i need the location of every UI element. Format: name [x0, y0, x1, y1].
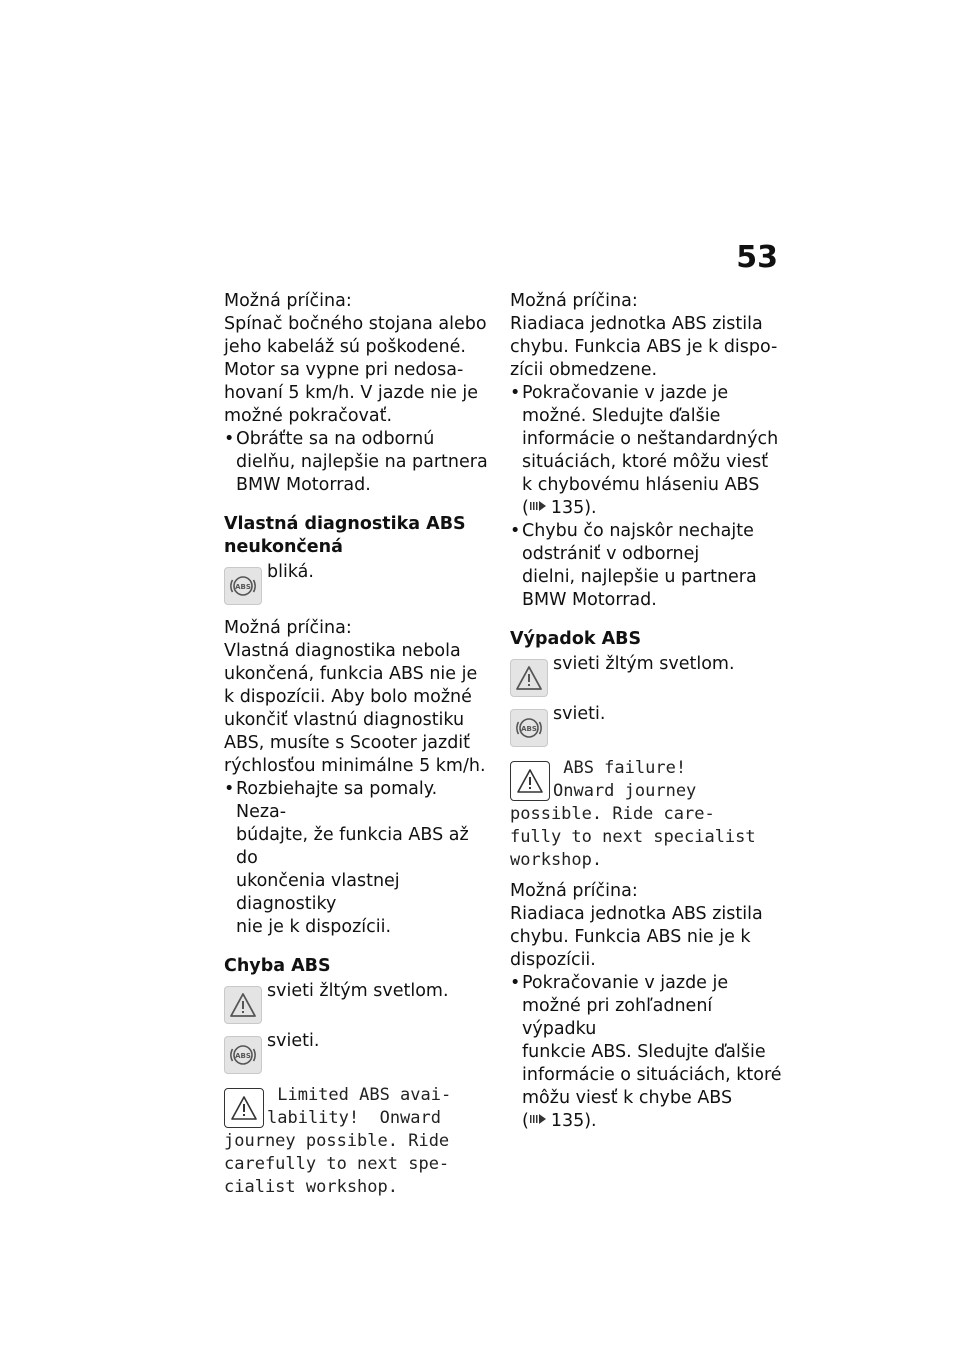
- ref-page: 135).: [550, 498, 597, 518]
- text-line: dielňu, najlepšie na partnera: [236, 452, 488, 472]
- bullet-item: [510, 382, 785, 520]
- indicator-text: svieti žltým svetlom.: [267, 981, 449, 1001]
- heading-line: neukončená: [224, 537, 343, 557]
- text-line: • Chybu čo najskôr nechajte: [522, 521, 754, 541]
- warning-triangle-icon: [224, 1088, 264, 1128]
- display-line: Limited ABS avai-: [267, 1085, 452, 1105]
- text-line: Riadiaca jednotka ABS zistila: [510, 314, 763, 334]
- indicator-text: bliká.: [267, 562, 314, 582]
- page-number: 53: [736, 240, 778, 275]
- indicator-text: svieti.: [553, 704, 606, 724]
- indicator-row: [224, 561, 492, 609]
- text-line: zícii obmedzene.: [510, 360, 658, 380]
- text-line: možné pri zohľadnení výpadku: [522, 996, 713, 1039]
- right-column: [510, 290, 785, 1133]
- text-line: chybu. Funkcia ABS je k dispo-: [510, 337, 778, 357]
- cause-text: [224, 313, 492, 428]
- section-heading: Výpadok ABS: [510, 629, 642, 649]
- display-message: [224, 1084, 492, 1199]
- indicator-text: svieti.: [267, 1031, 320, 1051]
- text-line: ABS, musíte s Scooter jazdiť: [224, 733, 471, 753]
- display-line: ABS failure!: [553, 758, 687, 778]
- text-line: nie je k dispozícii.: [236, 917, 392, 937]
- text-line: Spínač bočného stojana alebo: [224, 314, 487, 334]
- text-line: rýchlosťou minimálne 5 km/h.: [224, 756, 486, 776]
- indicator-row: [224, 980, 492, 1028]
- text-line: ukončiť vlastnú diagnostiku: [224, 710, 465, 730]
- bullet-item: [224, 778, 492, 939]
- bullet-item: [224, 428, 492, 497]
- text-line: ukončenia vlastnej diagnostiky: [236, 871, 400, 914]
- cross-reference-arrow-icon: [529, 1110, 547, 1133]
- text-line: môžu viesť k chybe ABS: [522, 1088, 733, 1108]
- indicator-row: [510, 653, 785, 701]
- abs-lamp-icon: [224, 1036, 262, 1074]
- display-line: lability! Onward: [267, 1108, 441, 1128]
- text-line: dielni, najlepšie u partnera: [522, 567, 757, 587]
- indicator-row: [224, 1030, 492, 1078]
- display-message: [510, 757, 785, 872]
- text-line: • Rozbiehajte sa pomaly. Neza-: [236, 779, 438, 822]
- text-line: informácie o neštandardných: [522, 429, 779, 449]
- bullet-item: [510, 520, 785, 612]
- text-line: situáciách, ktoré môžu viesť: [522, 452, 769, 472]
- text-line: Riadiaca jednotka ABS zistila: [510, 904, 763, 924]
- text-line: k chybovému hláseniu ABS: [522, 475, 760, 495]
- indicator-row: [510, 703, 785, 751]
- abs-lamp-icon: [510, 709, 548, 747]
- text-line: Vlastná diagnostika nebola: [224, 641, 461, 661]
- text-line: dispozícii.: [510, 950, 596, 970]
- text-line: búdajte, že funkcia ABS až do: [236, 825, 469, 868]
- text-line: k dispozícii. Aby bolo možné: [224, 687, 472, 707]
- left-column: [224, 290, 492, 1199]
- warning-triangle-icon: [224, 986, 262, 1024]
- text-line: možné. Sledujte ďalšie: [522, 406, 721, 426]
- text-line: odstrániť v odbornej: [522, 544, 700, 564]
- text-line: Motor sa vypne pri nedosa-: [224, 360, 464, 380]
- cause-label: Možná príčina:: [224, 618, 352, 638]
- indicator-text: svieti žltým svetlom.: [553, 654, 735, 674]
- cross-reference-arrow-icon: [529, 497, 547, 520]
- warning-triangle-icon: [510, 659, 548, 697]
- text-line: chybu. Funkcia ABS nie je k: [510, 927, 751, 947]
- display-line: Onward journey: [553, 781, 697, 801]
- cause-text: [510, 903, 785, 972]
- cause-label: Možná príčina:: [510, 291, 638, 311]
- text-line: • Obráťte sa na odbornú: [236, 429, 435, 449]
- text-line: • Pokračovanie v jazde je: [522, 383, 729, 403]
- abs-lamp-icon: [224, 567, 262, 605]
- text-line: hovaní 5 km/h. V jazde nie je: [224, 383, 479, 403]
- text-line: informácie o situáciách, ktoré: [522, 1065, 782, 1085]
- ref-paren: (: [522, 1111, 529, 1131]
- svg-text:ABS: ABS: [235, 1052, 251, 1060]
- cause-text: [510, 313, 785, 382]
- text-line: ukončená, funkcia ABS nie je: [224, 664, 478, 684]
- bullet-item: [510, 972, 785, 1133]
- cause-text: [224, 640, 492, 778]
- heading-line: Vlastná diagnostika ABS: [224, 514, 466, 534]
- display-line: cialist workshop.: [224, 1177, 398, 1197]
- text-line: BMW Motorrad.: [522, 590, 657, 610]
- text-line: BMW Motorrad.: [236, 475, 371, 495]
- text-line: funkcie ABS. Sledujte ďalšie: [522, 1042, 766, 1062]
- cross-reference[interactable]: [522, 497, 597, 520]
- display-line: carefully to next spe-: [224, 1154, 450, 1174]
- ref-paren: (: [522, 498, 529, 518]
- display-line: journey possible. Ride: [224, 1131, 450, 1151]
- cross-reference[interactable]: [522, 1110, 597, 1133]
- cause-label: Možná príčina:: [510, 881, 638, 901]
- display-line: possible. Ride care-: [510, 804, 715, 824]
- section-heading: Chyba ABS: [224, 956, 331, 976]
- cause-label: Možná príčina:: [224, 291, 352, 311]
- svg-text:ABS: ABS: [235, 583, 251, 591]
- svg-text:ABS: ABS: [521, 725, 537, 733]
- display-line: fully to next specialist: [510, 827, 756, 847]
- warning-triangle-icon: [510, 761, 550, 801]
- display-line: workshop.: [510, 850, 603, 870]
- text-line: možné pokračovať.: [224, 406, 393, 426]
- text-line: jeho kabeláž sú poškodené.: [224, 337, 466, 357]
- ref-page: 135).: [550, 1111, 597, 1131]
- section-heading: [224, 513, 492, 559]
- text-line: • Pokračovanie v jazde je: [522, 973, 729, 993]
